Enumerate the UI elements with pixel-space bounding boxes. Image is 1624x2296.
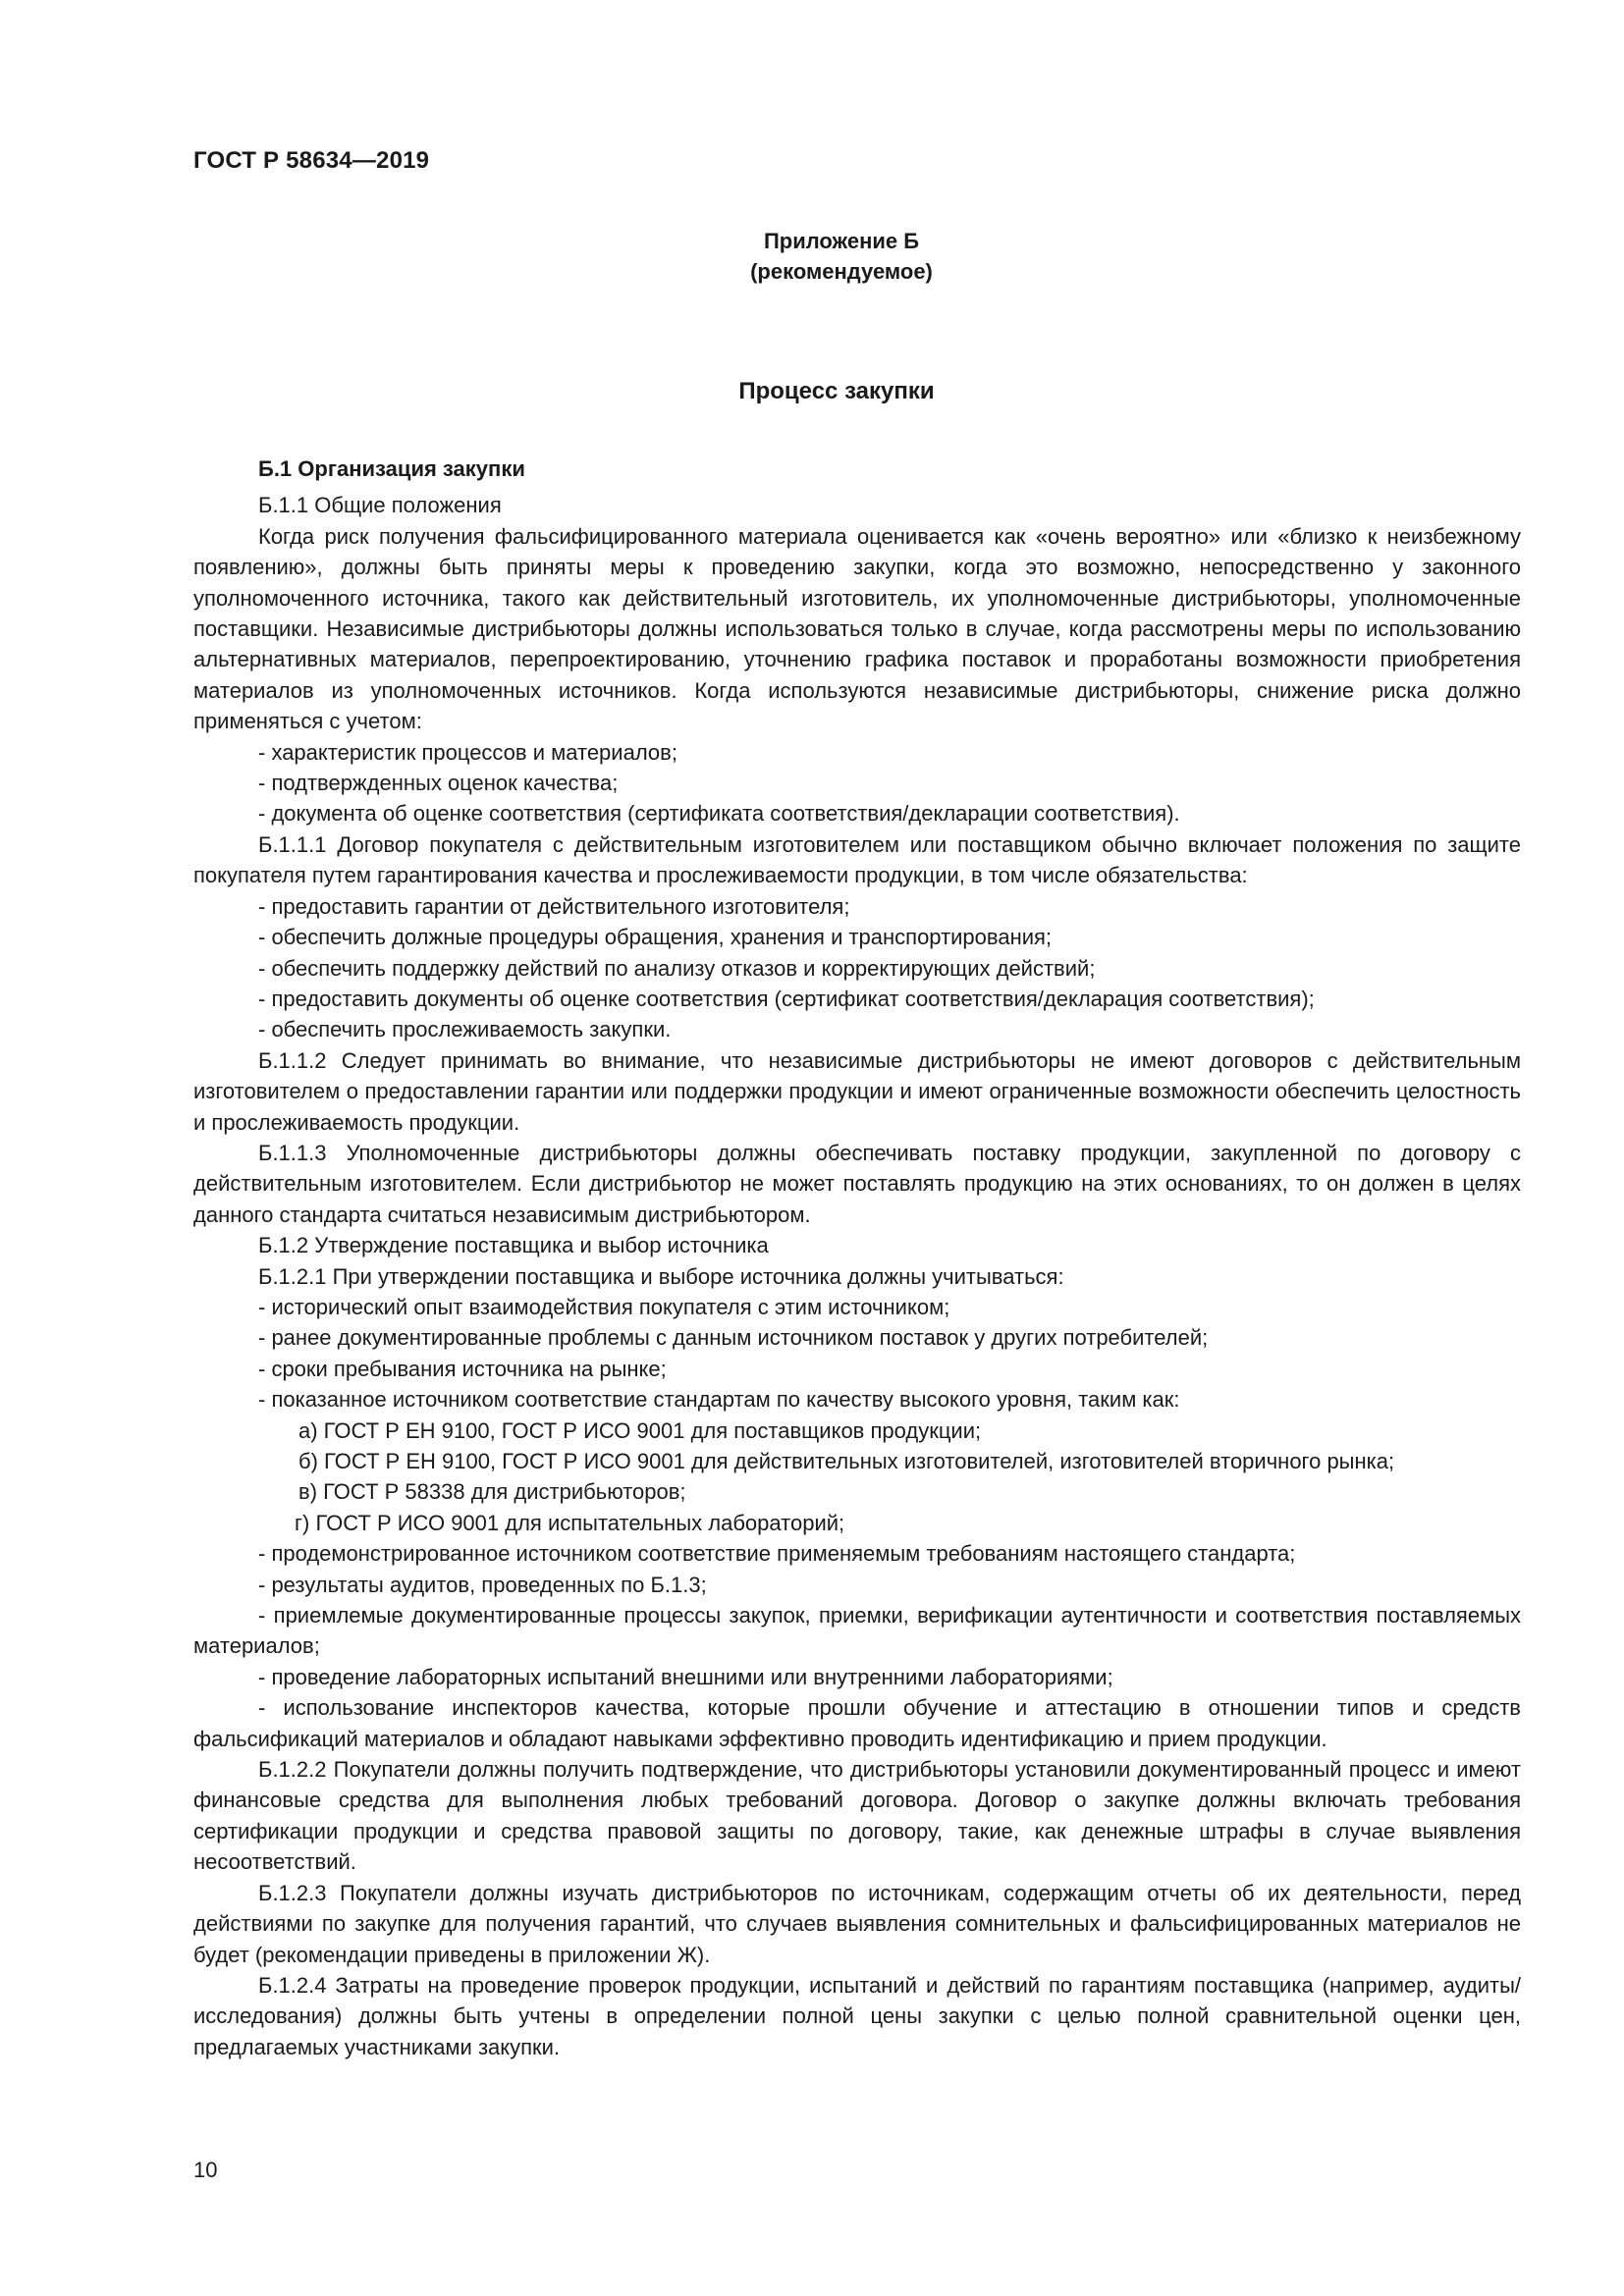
list-item: - подтвержденных оценок качества; <box>258 771 619 796</box>
page-title: Процесс закупки <box>738 378 935 404</box>
list-item: - обеспечить прослеживаемость закупки. <box>258 1017 672 1042</box>
list-item: - предоставить документы об оценке соответствия (сертификат соответствия/декларация соответствия); <box>258 986 1315 1011</box>
paragraph: Б.1.2.4 Затраты на проведение проверок продукции, испытаний и действий по гарантиям поставщика (например, аудиты/исследования) должны быть учтены в определении полной цены закупки с целью полной сравнительной оценки цен, предлагаемых участниками закупки. <box>193 1972 1521 2059</box>
list-item: - документа об оценке соответствия (сертификата соответствия/декларации соответствия). <box>258 801 1180 827</box>
paragraph: Когда риск получения фальсифицированного материала оценивается как «очень вероятно» или «близко к неизбежному появлению», должны быть приняты меры к проведению закупки, когда это возможно, непосредственно у законного уполномоченного источника, такого как действительный изготовитель, их уполномоченные дистрибьюторы, уполномоченные поставщики. Независимые дистрибьюторы должны использоваться только в случае, когда рассмотрены меры по использованию альтернативных материалов, перепроектированию, уточнению графика поставок и проработаны возможности приобретения материалов из уполномоченных источников. Когда используются независимые дистрибьюторы, снижение риска должно применяться с учетом: <box>193 523 1521 734</box>
list-item: - показанное источником соответствие стандартам по качеству высокого уровня, таким как: <box>258 1387 1180 1413</box>
appendix-label: Приложение Б <box>763 229 920 253</box>
subsection-heading: Б.1.2 Утверждение поставщика и выбор источника <box>258 1233 769 1258</box>
paragraph: Б.1.2.1 При утверждении поставщика и выборе источника должны учитываться: <box>258 1263 1064 1289</box>
subsection-heading: Б.1.1 Общие положения <box>258 493 502 518</box>
sub-list-item: в) ГОСТ Р 58338 для дистрибьюторов; <box>298 1479 686 1505</box>
list-item: - сроки пребывания источника на рынке; <box>258 1356 667 1381</box>
list-item: - исторический опыт взаимодействия покупателя с этим источником; <box>258 1294 950 1319</box>
list-item: - продемонстрированное источником соответствие применяемым требованиям настоящего стандарта; <box>258 1541 1296 1567</box>
paragraph: Б.1.1.3 Уполномоченные дистрибьюторы должны обеспечивать поставку продукции, закупленной по договору с действительным изготовителем. Если дистрибьютор не может поставлять продукцию на этих основаниях, то он должен в целях данного стандарта считаться независимым дистрибьютором. <box>193 1140 1521 1227</box>
list-item: - ранее документированные проблемы с данным источником поставок у других потребителей; <box>258 1325 1209 1351</box>
list-item: - обеспечить должные процедуры обращения, хранения и транспортирования; <box>258 925 1053 950</box>
paragraph: Б.1.1.1 Договор покупателя с действительным изготовителем или поставщиком обычно включает положения по защите покупателя путем гарантирования качества и прослеживаемости продукции, в том числе обязательства: <box>193 831 1521 888</box>
paragraph: Б.1.1.2 Следует принимать во внимание, что независимые дистрибьюторы не имеют договоров с действительным изготовителем о предоставлении гарантии или поддержки продукции и имеют ограниченные возможности обеспечить целостность и прослеживаемость продукции. <box>193 1047 1521 1135</box>
appendix-heading <box>0 226 1624 287</box>
paragraph: Б.1.2.3 Покупатели должны изучать дистрибьюторов по источникам, содержащим отчеты об их деятельности, перед действиями по закупке для получения гарантий, что случаев выявления сомнительных и фальсифицированных материалов не будет (рекомендации приведены в приложении Ж). <box>193 1880 1521 1967</box>
page-number: 10 <box>193 2158 218 2182</box>
document-body <box>193 454 1521 2062</box>
list-item: - характеристик процессов и материалов; <box>258 739 677 765</box>
sub-list-item: б) ГОСТ Р ЕН 9100, ГОСТ Р ИСО 9001 для действительных изготовителей, изготовителей вторичного рынка; <box>298 1449 1395 1473</box>
sub-list-item: а) ГОСТ Р ЕН 9100, ГОСТ Р ИСО 9001 для поставщиков продукции; <box>298 1417 982 1443</box>
list-item: - результаты аудитов, проведенных по Б.1.3; <box>258 1572 707 1597</box>
list-item: - обеспечить поддержку действий по анализу отказов и корректирующих действий; <box>258 955 1096 981</box>
list-item: - предоставить гарантии от действительного изготовителя; <box>258 893 850 919</box>
section-heading: Б.1 Организация закупки <box>258 456 525 481</box>
paragraph: Б.1.2.2 Покупатели должны получить подтверждение, что дистрибьюторы установили документированный процесс и имеют финансовые средства для выполнения любых требований договора. Договор о закупке должны включать требования сертификации продукции и средства правовой защиты по договору, такие, как денежные штрафы в случае выявления несоответствий. <box>193 1757 1521 1875</box>
list-item: - приемлемые документированные процессы закупок, приемки, верификации аутентичности и соответствия поставляемых материалов; <box>193 1603 1521 1659</box>
standard-header: ГОСТ Р 58634—2019 <box>193 147 430 174</box>
appendix-status: (рекомендуемое) <box>750 259 933 284</box>
list-item: - проведение лабораторных испытаний внешними или внутренними лабораториями; <box>258 1664 1113 1689</box>
sub-list-item: г) ГОСТ Р ИСО 9001 для испытательных лабораторий; <box>295 1510 845 1535</box>
list-item: - использование инспекторов качества, которые прошли обучение и аттестацию в отношении типов и средств фальсификаций материалов и обладают навыками эффективно проводить идентификацию и прием продукции. <box>193 1695 1521 1751</box>
